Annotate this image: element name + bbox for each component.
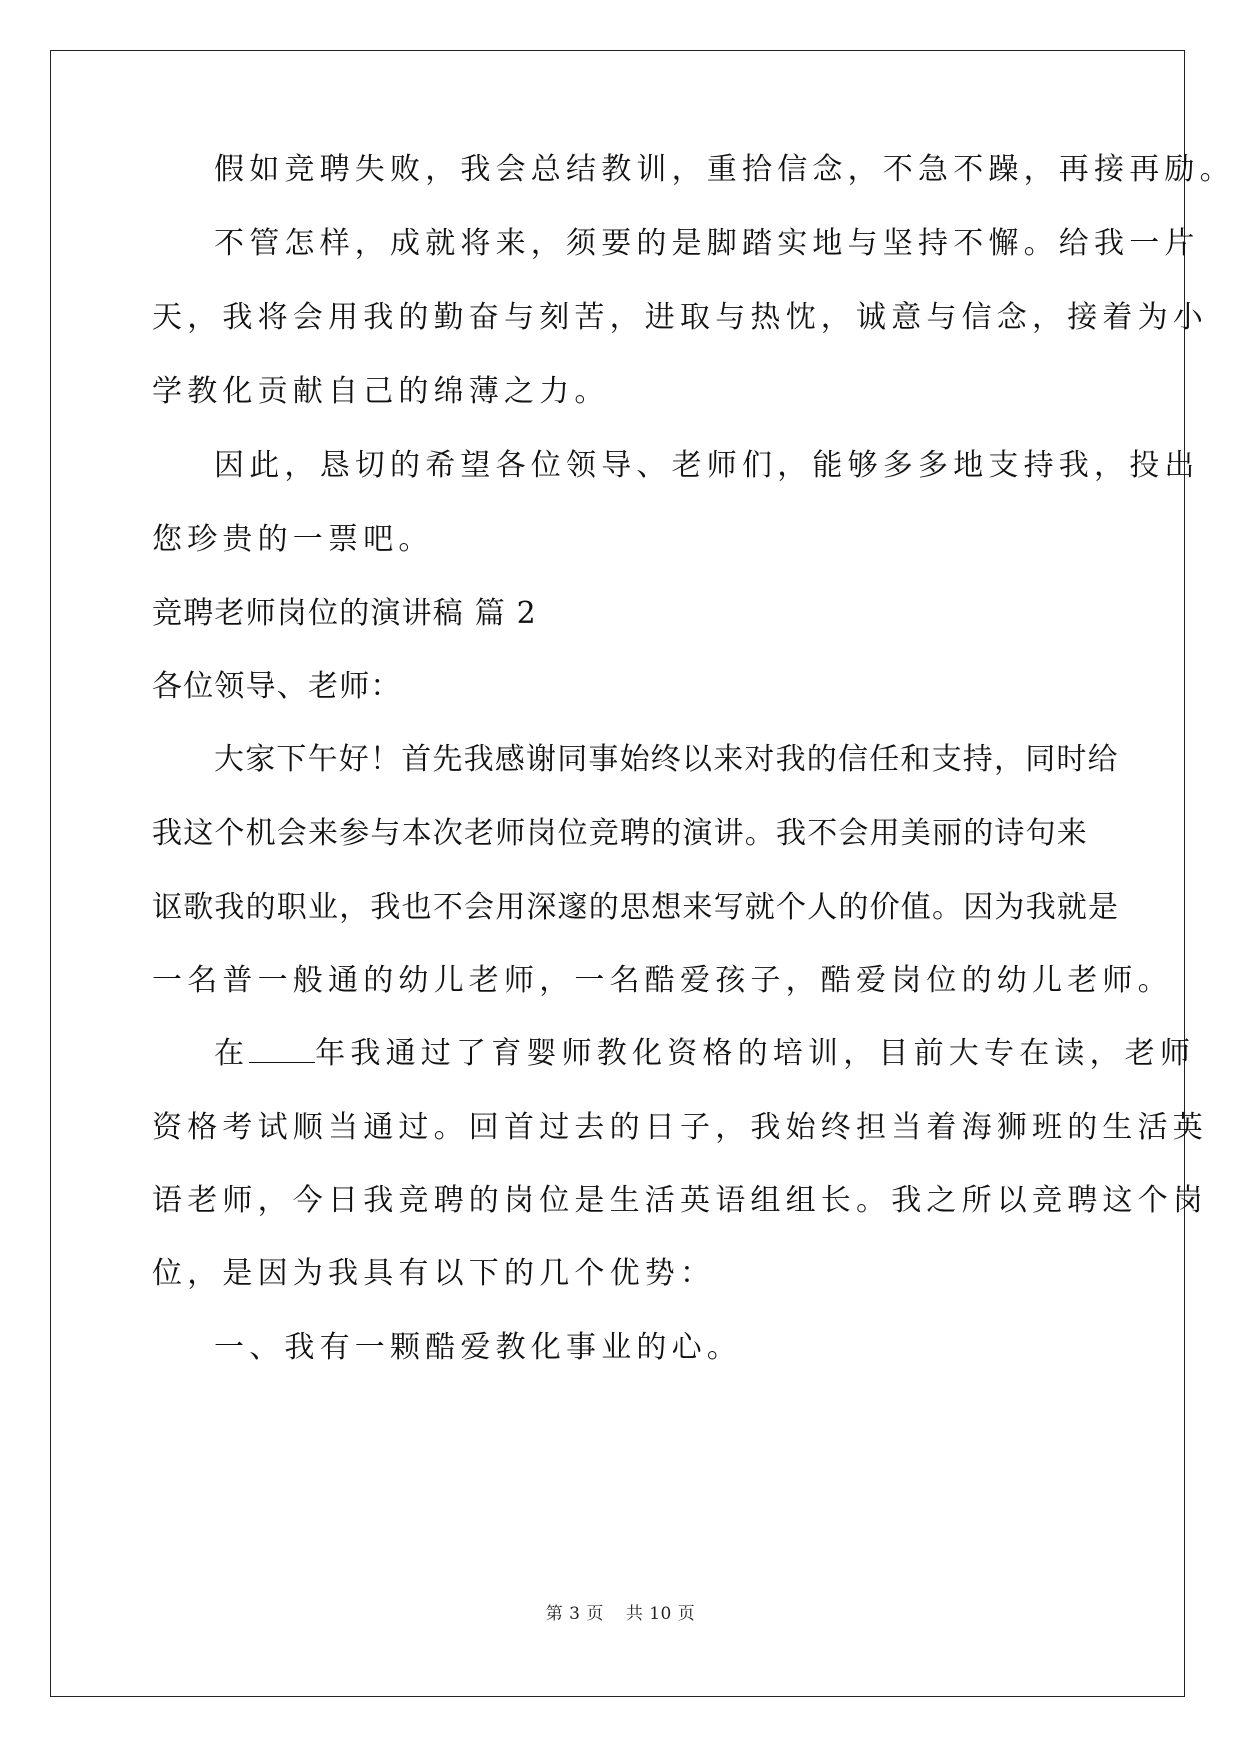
line-prefix: 在	[214, 1036, 250, 1071]
paragraph-line: 我这个机会来参与本次老师岗位竞聘的演讲。我不会用美丽的诗句来	[152, 816, 1088, 851]
paragraph-line: 一名普一般通的幼儿老师，一名酷爱孩子，酷爱岗位的幼儿老师。	[152, 963, 1173, 998]
paragraph-line: 位，是因为我具有以下的几个优势：	[152, 1256, 716, 1291]
salutation: 各位领导、老师：	[152, 669, 402, 704]
paragraph-line: 大家下午好！首先我感谢同事始终以来对我的信任和支持，同时给	[214, 742, 1119, 777]
section-heading: 竞聘老师岗位的演讲稿 篇 2	[152, 596, 537, 631]
paragraph-line: 学教化贡献自己的绵薄之力。	[152, 374, 610, 409]
paragraph-line: 语老师，今日我竞聘的岗位是生活英语组组长。我之所以竞聘这个岗	[152, 1183, 1208, 1218]
paragraph-line: 资格考试顺当通过。回首过去的日子，我始终担当着海狮班的生活英	[152, 1110, 1208, 1145]
page-total: 共 10 页	[625, 1604, 696, 1624]
paragraph-line: 讴歌我的职业，我也不会用深邃的思想来写就个人的价值。因为我就是	[152, 890, 1120, 925]
paragraph-line: 您珍贵的一票吧。	[152, 522, 434, 557]
page-footer	[0, 1603, 1241, 1625]
paragraph-line: 因此，恳切的希望各位领导、老师们，能够多多地支持我，投出	[214, 448, 1200, 483]
paragraph-line: 不管怎样，成就将来，须要的是脚踏实地与坚持不懈。给我一片	[214, 226, 1200, 261]
line-text: 年我通过了育婴师教化资格的培训，目前大专在读，老师	[315, 1036, 1196, 1071]
fill-in-blank	[249, 1036, 315, 1063]
paragraph-line: 天，我将会用我的勤奋与刻苦，进取与热忱，诚意与信念，接着为小	[152, 300, 1208, 335]
paragraph-line: 一、我有一颗酷爱教化事业的心。	[214, 1330, 742, 1365]
page-number: 第 3 页	[545, 1604, 604, 1624]
paragraph-line-with-blank	[152, 1034, 1195, 1074]
paragraph-line: 假如竞聘失败，我会总结教训，重拾信念，不急不躁，再接再励。	[214, 152, 1235, 187]
